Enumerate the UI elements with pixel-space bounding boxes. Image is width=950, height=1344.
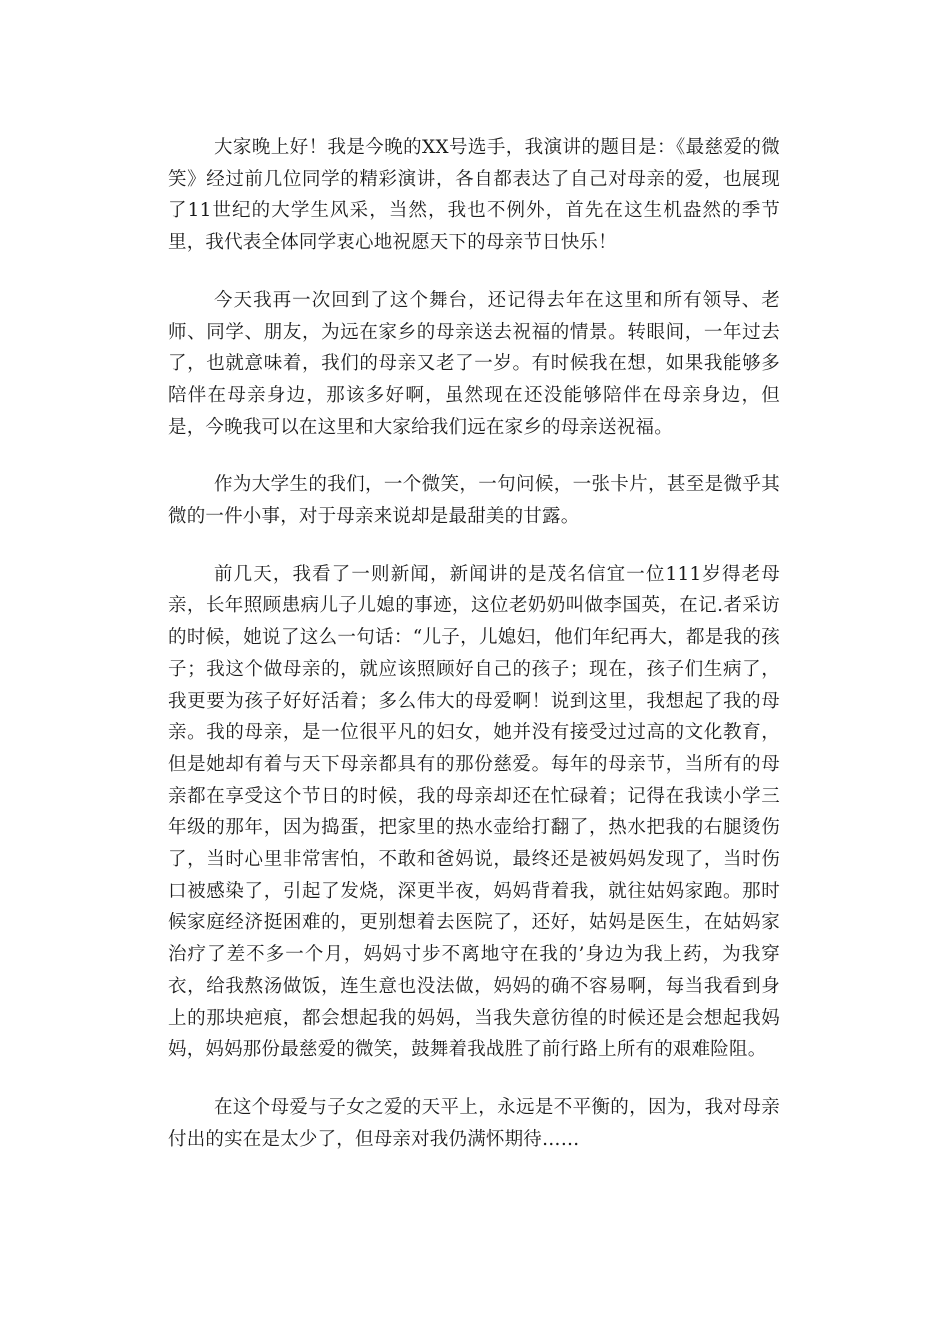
paragraph-news-story: 前几天，我看了一则新闻，新闻讲的是茂名信宜一位111岁得老母亲，长年照顾患病儿子儿媳的事迹，这位老奶奶叫做李国英，在记.者采访的时候，她说了这么一句话：“儿子，儿媳妇，他们年纪再大，都是我的孩子；我这个做母亲的，就应该照顾好自己的孩子；现在，孩子们生病了，我更要为孩子好好活着；多么伟大的母爱啊！说到这里，我想起了我的母亲。我的母亲，是一位很平凡的妇女，她并没有接受过过高的文化教育，但是她却有着与天下母亲都具有的那份慈爱。每年的母亲节，当所有的母亲都在享受这个节日的时候，我的母亲却还在忙碌着；记得在我读小学三年级的那年，因为捣蛋，把家里的热水壶给打翻了，热水把我的右腿烫伤了，当时心里非常害怕，不敢和爸妈说，最终还是被妈妈发现了，当时伤口被感染了，引起了发烧，深更半夜，妈妈背着我，就往姑妈家跑。那时候家庭经济挺困难的，更别想着去医院了，还好，姑妈是医生，在姑妈家治疗了差不多一个月，妈妈寸步不离地守在我的’身边为我上药，为我穿衣，给我熬汤做饭，连生意也没法做，妈妈的确不容易啊，每当我看到身上的那块疤痕，都会想起我的妈妈，当我失意彷徨的时候还是会想起我妈妈，妈妈那份最慈爱的微笑，鼓舞着我战胜了前行路上所有的艰难险阻。 bbox=[168, 563, 780, 1061]
paragraph-student-smile: 作为大学生的我们，一个微笑，一句问候，一张卡片，甚至是微乎其微的一件小事，对于母亲来说却是最甜美的甘露。 bbox=[168, 474, 780, 528]
paragraph-greeting: 大家晚上好！我是今晚的XX号选手，我演讲的题目是：《最慈爱的微笑》经过前几位同学的精彩演讲，各自都表达了自己对母亲的爱，也展现了11世纪的大学生风采，当然，我也不例外，首先在这生机盎然的季节里，我代表全体同学衷心地祝愿天下的母亲节日快乐！ bbox=[168, 137, 780, 254]
paragraph-closing: 在这个母爱与子女之爱的天平上，永远是不平衡的，因为，我对母亲付出的实在是太少了，但母亲对我仍满怀期待…… bbox=[168, 1096, 780, 1150]
speech-document bbox=[168, 132, 780, 1181]
paragraph-return-to-stage: 今天我再一次回到了这个舞台，还记得去年在这里和所有领导、老师、同学、朋友，为远在家乡的母亲送去祝福的情景。转眼间，一年过去了，也就意味着，我们的母亲又老了一岁。有时候我在想，如果我能够多陪伴在母亲身边，那该多好啊，虽然现在还没能够陪伴在母亲身边，但是，今晚我可以在这里和大家给我们远在家乡的母亲送祝福。 bbox=[168, 289, 780, 438]
